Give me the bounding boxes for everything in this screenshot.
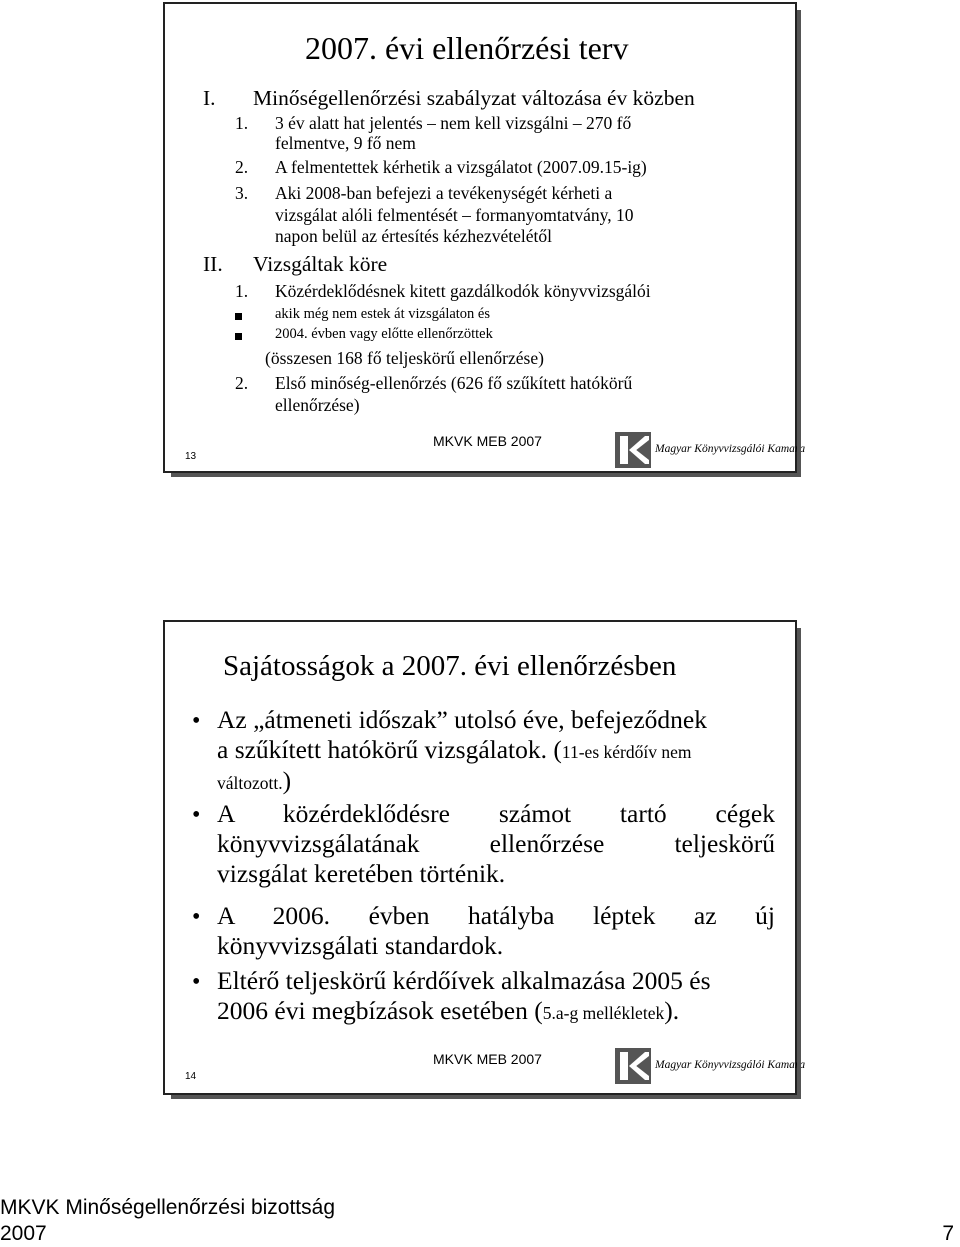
slide-13: [163, 2, 806, 473]
page-number: 7: [942, 1222, 954, 1245]
bullet-line: Eltérő teljeskörű kérdőívek alkalmazása 2005 és: [217, 966, 711, 995]
slide-14: [163, 620, 806, 1095]
bullet-line-end: ).: [664, 996, 680, 1025]
section-number: II.: [203, 252, 223, 276]
list-item-line: A felmentettek kérhetik a vizsgálatot (2007.09.15-ig): [275, 157, 647, 177]
bullet-line-small: változott.: [217, 773, 283, 793]
bullet-line: [217, 735, 691, 767]
list-item-line: vizsgálat alóli felmentését – formanyomtatvány, 10: [275, 205, 634, 225]
slide-title: Sajátosságok a 2007. évi ellenőrzésben: [223, 650, 677, 682]
bullet-line-main: a szűkített hatókörű vizsgálatok. (: [217, 735, 562, 764]
bullet-text: 2004. évben vagy előtte ellenőrzöttek: [275, 326, 493, 342]
list-item-line: felmentve, 9 fő nem: [275, 133, 416, 153]
bullet-line: [217, 766, 291, 796]
bullet-dot-icon: •: [192, 802, 201, 828]
slide-footer: MKVK MEB 2007: [433, 1051, 542, 1067]
bullet-line: Az „átmeneti időszak” utolsó éve, befejeződnek: [217, 705, 707, 734]
mkvk-logo: [615, 432, 806, 468]
list-item-line: 3 év alatt hat jelentés – nem kell vizsgálni – 270 fő: [275, 113, 632, 133]
list-number: 1.: [235, 113, 249, 133]
list-item-line: Közérdeklődésnek kitett gazdálkodók könyvvizsgálói: [275, 281, 651, 301]
list-item-line: ellenőrzése): [275, 395, 360, 415]
kamara-logo-icon: [615, 432, 651, 468]
bullet-dot-icon: •: [192, 708, 201, 734]
page-footer-title: MKVK Minőségellenőrzési bizottság: [0, 1196, 335, 1219]
bullet-line: [217, 996, 679, 1028]
slide-number: 13: [185, 451, 197, 462]
slide-title: 2007. évi ellenőrzési terv: [305, 30, 629, 66]
bullet-line: vizsgálat keretében történik.: [217, 859, 506, 888]
kamara-logo-icon: [615, 1048, 651, 1084]
summary-text: (összesen 168 fő teljeskörű ellenőrzése): [265, 348, 544, 368]
list-number: 2.: [235, 157, 249, 177]
bullet-line: A közérdeklődésre számot tartó cégek: [217, 799, 775, 828]
section-number: I.: [203, 86, 216, 110]
list-item-line: napon belül az értesítés kézhezvételétől: [275, 226, 552, 246]
bullet-line-main: 2006 évi megbízások esetében (: [217, 996, 543, 1025]
mkvk-logo: [615, 1048, 806, 1084]
bullet-line: A 2006. évben hatályba léptek az új: [217, 901, 775, 930]
list-number: 2.: [235, 373, 249, 393]
slide-footer: MKVK MEB 2007: [433, 433, 542, 449]
bullet-line-small: 11-es kérdőív nem: [561, 742, 692, 762]
bullet-square-icon: [235, 333, 242, 340]
bullet-text: akik még nem estek át vizsgálaton és: [275, 306, 491, 322]
bullet-dot-icon: •: [192, 969, 201, 995]
bullet-line: könyvvizsgálati standardok.: [217, 931, 504, 960]
bullet-line-small: 5.a-g mellékletek: [542, 1003, 665, 1023]
section-heading: Minőségellenőrzési szabályzat változása év közben: [253, 86, 695, 110]
section-heading: Vizsgáltak köre: [253, 252, 388, 276]
slide-number: 14: [185, 1071, 197, 1082]
bullet-square-icon: [235, 313, 242, 320]
list-number: 1.: [235, 281, 249, 301]
page-footer-year: 2007: [0, 1222, 47, 1245]
list-item-line: Első minőség-ellenőrzés (626 fő szűkített hatókörű: [275, 373, 633, 393]
bullet-line: könyvvizsgálatának ellenőrzése teljeskörű: [217, 829, 775, 858]
logo-text: Magyar Könyvvizsgálói Kamara: [655, 1059, 806, 1071]
bullet-line-end: ): [282, 766, 292, 795]
list-item-line: Aki 2008-ban befejezi a tevékenységét kérheti a: [275, 183, 613, 203]
logo-text: Magyar Könyvvizsgálói Kamara: [655, 443, 806, 455]
list-number: 3.: [235, 183, 249, 203]
bullet-dot-icon: •: [192, 904, 201, 930]
